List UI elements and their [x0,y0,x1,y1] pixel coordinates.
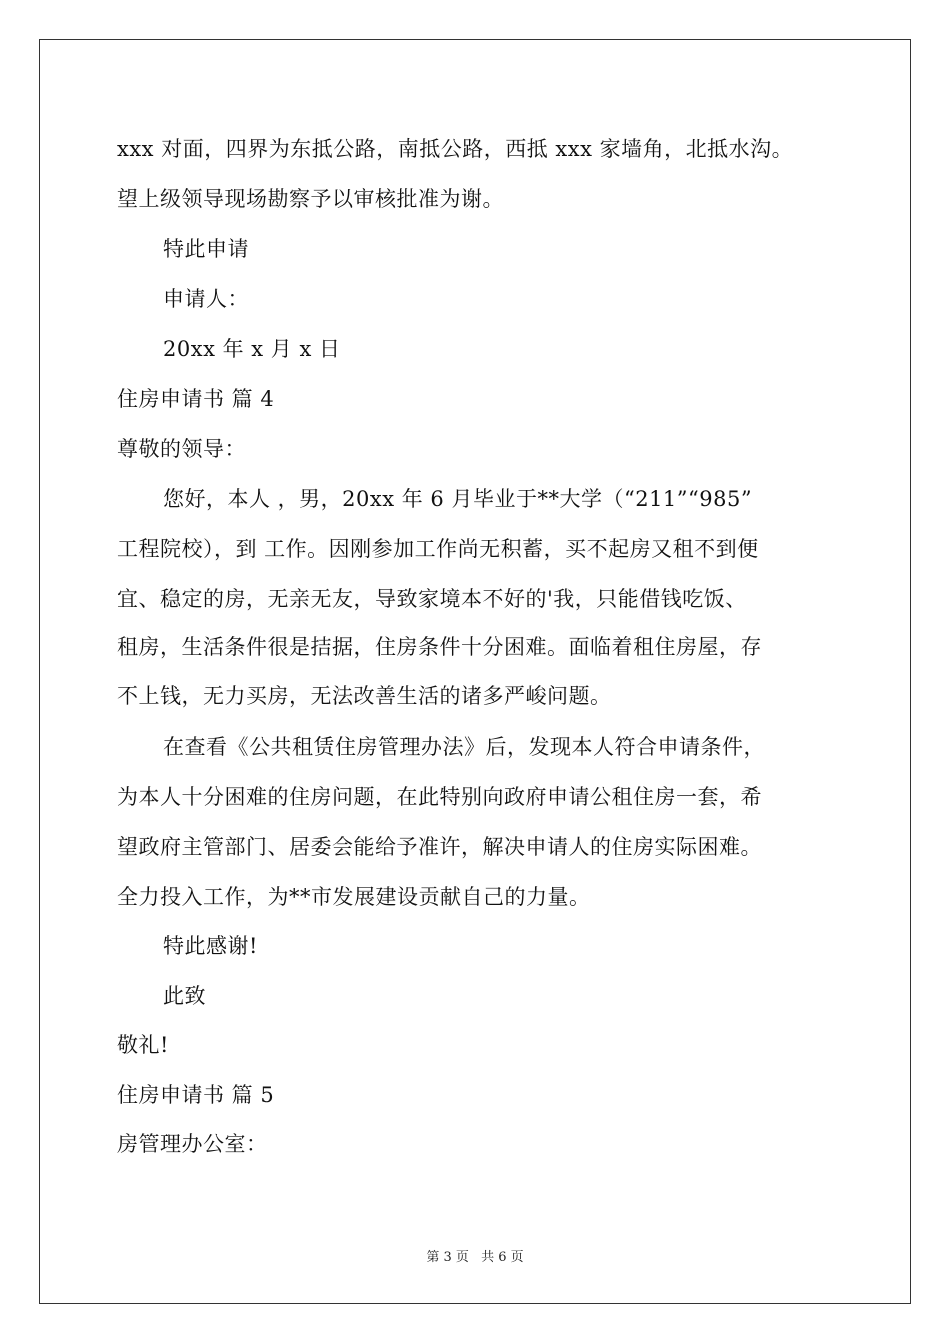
text-line: 工程院校），到 工作。因刚参加工作尚无积蓄，买不起房又租不到便 [117,537,759,561]
salutation: 房管理办公室： [117,1132,268,1156]
section-title: 住房申请书 篇 5 [117,1083,275,1107]
text-line: 此致 [163,984,206,1008]
page-footer [0,1246,950,1265]
page-number: 第 3 页 [426,1250,469,1265]
text-line: xxx 对面，四界为东抵公路，南抵公路，西抵 xxx 家墙角，北抵水沟。 [117,137,794,161]
text-line: 全力投入工作，为**市发展建设贡献自己的力量。 [117,885,591,909]
salutation: 尊敬的领导： [117,437,246,461]
text-line: 在查看《公共租赁住房管理办法》后，发现本人符合申请条件， [163,735,765,759]
text-line: 特此感谢! [163,934,258,958]
text-line: 不上钱，无力买房，无法改善生活的诸多严峻问题。 [117,684,612,708]
text-line: 您好，本人 ，男，20xx 年 6 月毕业于**大学（“211”“985” [163,487,753,511]
section-title: 住房申请书 篇 4 [117,387,275,411]
date-line: 20xx 年 x 月 x 日 [163,337,341,361]
text-line: 申请人： [163,287,249,311]
text-line: 宜、稳定的房，无亲无友，导致家境本不好的'我，只能借钱吃饭、 [117,587,747,611]
page-border [39,39,911,1304]
text-line: 为本人十分困难的住房问题，在此特别向政府申请公租住房一套，希 [117,785,762,809]
text-line: 望政府主管部门、居委会能给予准许，解决申请人的住房实际困难。 [117,835,762,859]
text-line: 望上级领导现场勘察予以审核批准为谢。 [117,187,504,211]
text-line: 租房，生活条件很是拮据，住房条件十分困难。面临着租住房屋，存 [117,635,762,659]
page-total: 共 6 页 [481,1250,524,1265]
closing-line: 敬礼! [117,1033,169,1057]
text-line: 特此申请 [163,237,249,261]
